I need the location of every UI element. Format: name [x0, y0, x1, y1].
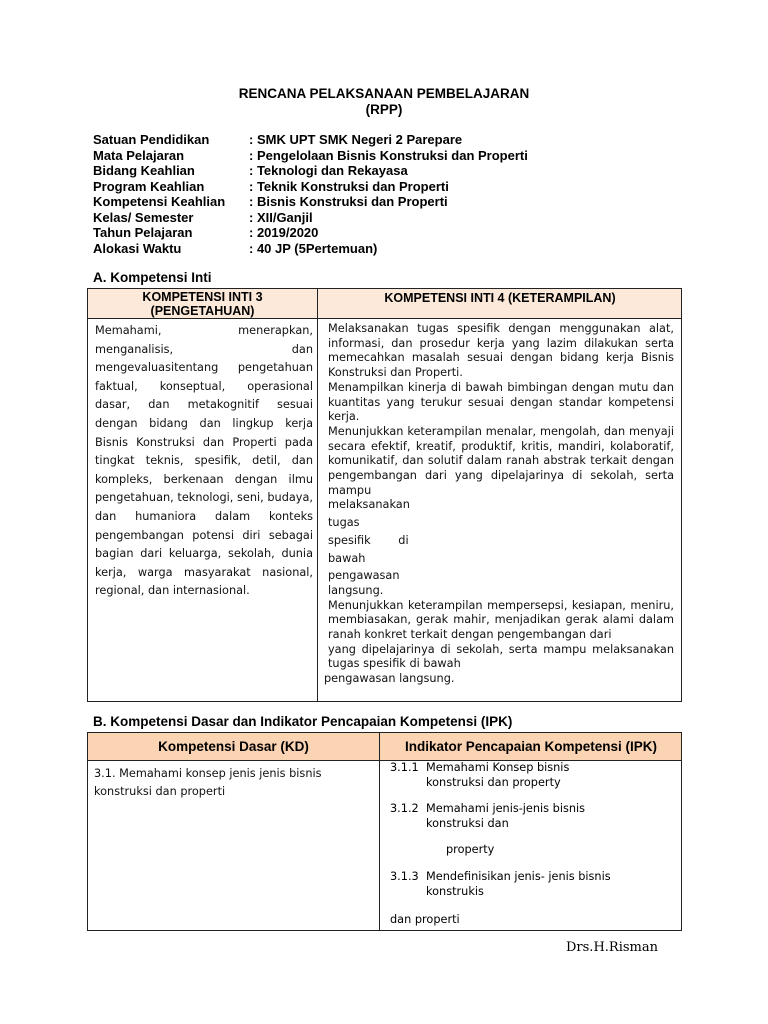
ki4-text — [324, 322, 674, 687]
ipk-continuation: property — [446, 843, 495, 856]
identity-row — [93, 179, 528, 195]
identity-row — [93, 194, 528, 210]
identity-value: : Teknologi dan Rekayasa — [249, 163, 408, 178]
identity-label: Mata Pelajaran — [93, 147, 185, 163]
header-ki4: KOMPETENSI INTI 4 (KETERAMPILAN) — [384, 291, 616, 305]
ipk-line: konstruksi dan — [426, 816, 509, 830]
ki3-text: Memahami, menerapkan, menganalisis, dan mengevaluasitentang pengetahuan faktual, konseptual, operasional dasar, dan metakognitif sesuai dengan bidang dan lingkup kerja Bisnis Konstruksi dan Properti pada tingkat teknis, spesifik, detil, dan kompleks, berkenaan dengan ilmu pengetahuan, teknologi, seni, budaya, dan humaniora dalam konteks pengembangan potensi diri sebagai bagian dari keluarga, sekolah, dunia kerja, warga masyarakat nasional, regional, dan internasional. — [95, 324, 313, 598]
column-divider — [379, 733, 380, 930]
ki4-paragraph: Menampilkan kinerja di bawah bimbingan dengan mutu dan kuantitas yang terukur sesuai dengan standar kompetensi kerja. — [328, 380, 674, 424]
ki4-paragraph: tugas — [328, 516, 360, 530]
identity-value: : 40 JP (5Pertemuan) — [249, 240, 378, 256]
ipk-line: konstruksi dan property — [426, 775, 561, 789]
identity-row — [93, 210, 528, 226]
kd-ipk-table — [87, 732, 682, 931]
document-title — [0, 86, 768, 118]
identity-label: Kompetensi Keahlian — [93, 194, 226, 209]
section-a-heading: A. Kompetensi Inti — [93, 270, 212, 285]
identity-label: Kelas/ Semester — [93, 209, 194, 225]
column-divider — [317, 289, 318, 701]
header-ki3-line2: (PENGETAHUAN) — [150, 304, 255, 318]
ipk-continuation: dan properti — [390, 913, 460, 926]
ki4-paragraph: pengawasan — [328, 569, 400, 583]
identity-value: : 2019/2020 — [249, 225, 319, 240]
ki4-paragraph: Menunjukkan keterampilan menalar, mengolah, dan menyaji secara efektif, kreatif, produktif, kritis, mandiri, kolaboratif, komunikatif, dan solutif dalam ranah abstrak terkait dengan pengembangan dari yang dipelajarinya di sekolah, serta mampu — [328, 424, 674, 497]
identity-value: : XII/Ganjil — [249, 209, 313, 225]
ipk-line: Memahami jenis-jenis bisnis — [426, 802, 586, 815]
ipk-text-block — [426, 761, 569, 790]
identity-row — [93, 241, 528, 257]
ki4-paragraph: melaksanakan — [328, 498, 410, 512]
signature: Drs.H.Risman — [566, 940, 658, 955]
ki4-paragraph: Menunjukkan keterampilan mempersepsi, kesiapan, meniru, membiasakan, gerak mahir, menjadikan gerak alami dalam ranah konkret terkait dengan pengembangan dari — [328, 598, 674, 642]
ki4-paragraph: spesifik di — [328, 533, 409, 547]
ipk-text-block — [426, 802, 585, 831]
identity-value: : Teknik Konstruksi dan Properti — [249, 178, 449, 194]
ipk-item — [390, 802, 680, 830]
ipk-number: 3.1.3 — [390, 870, 419, 883]
header-kd: Kompetensi Dasar (KD) — [158, 739, 309, 754]
ipk-number: 3.1.1 — [390, 761, 419, 774]
ki4-paragraph: pengawasan langsung. — [324, 672, 455, 686]
title-line-2: (RPP) — [365, 102, 403, 117]
identity-label: Alokasi Waktu — [93, 240, 182, 256]
identity-row — [93, 225, 528, 241]
ipk-number: 3.1.2 — [390, 802, 419, 815]
ki4-paragraph: yang dipelajarinya di sekolah, serta mampu melaksanakan tugas spesifik di bawah — [328, 642, 674, 671]
identity-row — [93, 163, 528, 179]
kd-text: 3.1. Memahami konsep jenis jenis bisnis konstruksi dan properti — [94, 767, 322, 798]
header-ki3 — [88, 290, 317, 318]
identity-label: Bidang Keahlian — [93, 163, 195, 178]
identity-value: : Pengelolaan Bisnis Konstruksi dan Properti — [249, 147, 528, 163]
title-line-1: RENCANA PELAKSANAAN PEMBELAJARAN — [238, 86, 530, 101]
header-ki3-line1: KOMPETENSI INTI 3 — [142, 290, 263, 304]
identity-label: Tahun Pelajaran — [93, 225, 193, 240]
identity-block — [93, 132, 528, 256]
ipk-line: Mendefinisikan jenis- jenis bisnis — [426, 870, 611, 883]
ipk-line: konstrukis — [426, 884, 484, 898]
identity-label: Satuan Pendidikan — [93, 132, 210, 147]
ki4-paragraph: langsung. — [328, 583, 384, 597]
section-b-heading: B. Kompetensi Dasar dan Indikator Pencapaian Kompetensi (IPK) — [93, 714, 513, 729]
identity-value: : Bisnis Konstruksi dan Properti — [249, 194, 448, 209]
ipk-text-block — [426, 870, 611, 899]
kompetensi-inti-table — [87, 288, 682, 702]
ipk-item — [390, 870, 680, 898]
ipk-line: Memahami Konsep bisnis — [426, 761, 570, 774]
identity-label: Program Keahlian — [93, 178, 205, 194]
identity-value: : SMK UPT SMK Negeri 2 Parepare — [249, 132, 463, 147]
ipk-item — [390, 761, 680, 789]
identity-row — [93, 148, 528, 164]
header-ipk: Indikator Pencapaian Kompetensi (IPK) — [404, 739, 658, 754]
identity-row — [93, 132, 528, 148]
ki4-paragraph: Melaksanakan tugas spesifik dengan menggunakan alat, informasi, dan prosedur kerja yang lazim dilakukan serta memecahkan masalah sesuai dengan bidang kerja Bisnis Konstruksi dan Properti. — [328, 322, 674, 380]
ki4-paragraph: bawah — [328, 551, 366, 565]
